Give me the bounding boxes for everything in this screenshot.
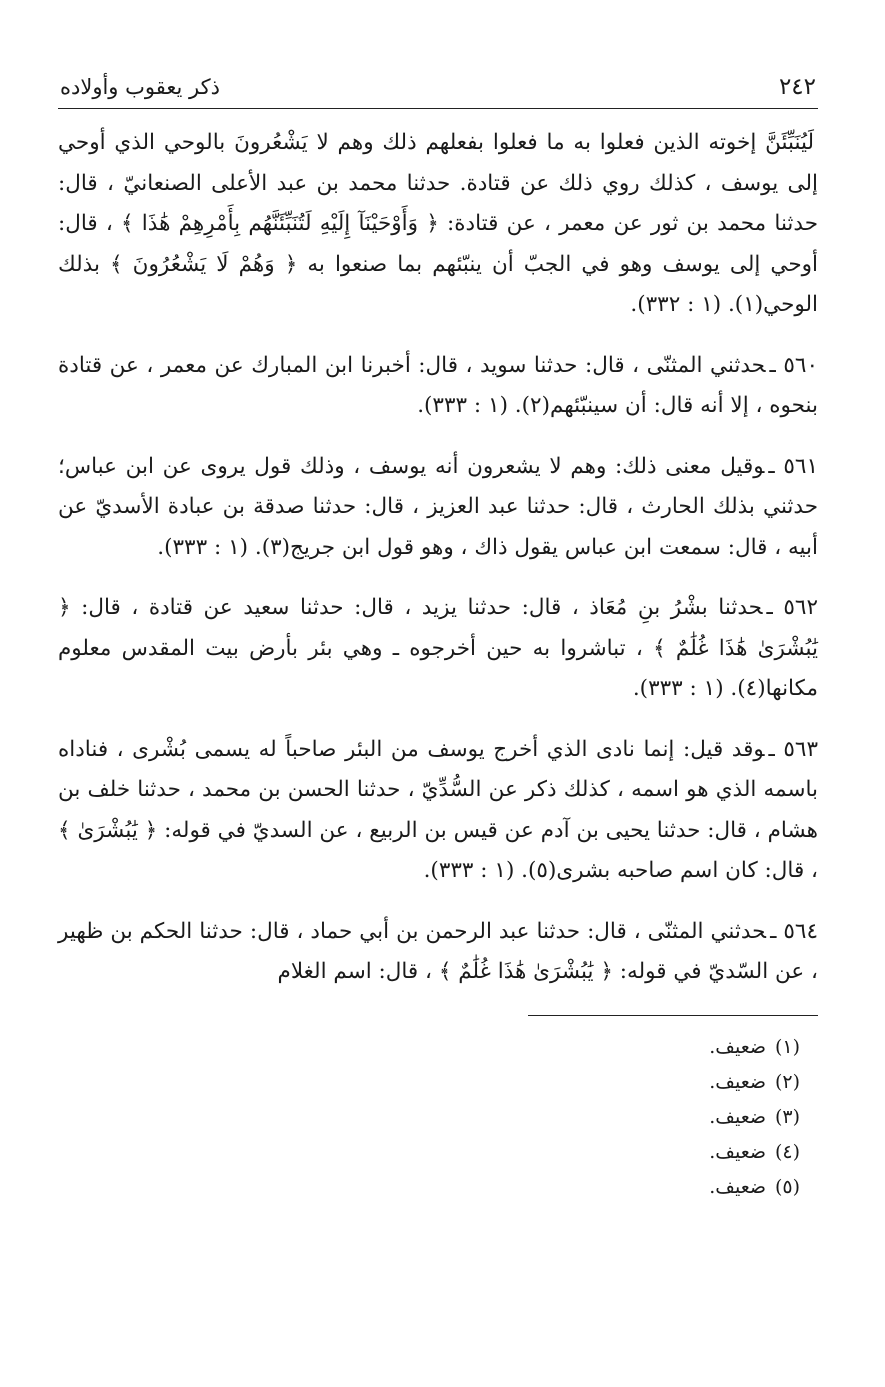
paragraph-number: ٥٦٤ ـ [770,918,818,944]
paragraph-text: حدثني المثنّى ، قال: حدثنا سويد ، قال: أخبرنا ابن المبارك عن معمر ، عن قتادة بنحوه ، إلا أنه قال: أن سينبّئهم(٢). (١ : ٣٣٣). [58,352,818,418]
footnote [58,1170,800,1205]
footnote-number: (٥) [774,1175,800,1198]
running-title: ذكر يعقوب وأولاده [60,75,220,99]
paragraph-number: ٥٦٢ ـ [766,595,818,620]
footnote-text: ضعيف. [709,1035,766,1058]
paragraph [58,123,818,326]
paragraph-text: لَيُنَبِّئَنَّ إخوته الذين فعلوا به ما فعلوا بفعلهم ذلك وهم لا يَشْعُرونَ بالوحي الذي أوحي إلى يوسف ، كذلك روي ذلك عن قتادة. حدثنا محمد بن عبد الأعلى الصنعانيّ ، قال: حدثنا محمد بن ثور عن معمر ، عن قتادة: ﴿ وَأَوْحَيْنَآ إِلَيْهِ لَتُنَبِّئَنَّهُم بِأَمْرِهِمْ هَٰذَا ﴾ ، قال: أوحي إلى يوسف وهو في الجبّ أن ينبّئهم بما صنعوا به ﴿ وَهُمْ لَا يَشْعُرُونَ ﴾ بذلك الوحي(١). (١ : ٣٣٢). [58,130,818,317]
footnote-number: (٤) [774,1140,800,1163]
paragraph [58,447,818,569]
footnote-text: ضعيف. [709,1175,766,1198]
footnote-number: (٣) [774,1105,800,1128]
page-header [58,72,818,109]
book-page [58,72,818,1205]
paragraph [58,346,818,427]
footnote-text: ضعيف. [709,1140,766,1163]
paragraph-text: وقد قيل: إنما نادى الذي أخرج يوسف من البئر صاحباً له يسمى بُشْرى ، فناداه باسمه الذي هو اسمه ، كذلك ذكر عن السُّدِّيّ ، حدثنا الحسن بن محمد ، حدثنا خلف بن هشام ، قال: حدثنا يحيى بن آدم عن قيس بن الربيع ، عن السديّ في قوله: ﴿ يَٰبُشْرَىٰ ﴾ ، قال: كان اسم صاحبه بشرى(٥). (١ : ٣٣٣). [58,736,818,883]
main-text [58,123,818,993]
paragraph [58,730,818,892]
footnote [58,1135,800,1170]
footnote-number: (٢) [774,1070,800,1093]
paragraph-number: ٥٦١ ـ [768,453,819,479]
paragraph-text: حدثني المثنّى ، قال: حدثنا عبد الرحمن بن أبي حماد ، قال: حدثنا الحكم بن ظهير ، عن السّديّ في قوله: ﴿ يَٰبُشْرَىٰ هَٰذَا غُلَٰمٌ ﴾ ، قال: اسم الغلام [58,918,818,984]
paragraph [58,588,818,710]
footnote-number: (١) [774,1035,800,1058]
footnote-text: ضعيف. [709,1105,766,1128]
footnotes [58,1030,818,1205]
footnote [58,1100,800,1135]
footnote-text: ضعيف. [709,1070,766,1093]
paragraph-text: حدثنا بشْرُ بنِ مُعَاذ ، قال: حدثنا يزيد ، قال: حدثنا سعيد عن قتادة ، قال: ﴿ يَٰبُشْرَىٰ هَٰذَا غُلَٰمٌ ﴾ ، تباشروا به حين أخرجوه ـ وهي بئر بأرض بيت المقدس معلوم مكانها(٤). (١ : ٣٣٣). [58,595,818,701]
paragraph [58,912,818,993]
paragraph-number: ٥٦٣ ـ [768,736,818,762]
footnote [58,1030,800,1065]
paragraph-text: وقيل معنى ذلك: وهم لا يشعرون أنه يوسف ، وذلك قول يروى عن ابن عباس؛ حدثني بذلك الحارث ، قال: حدثنا عبد العزيز ، قال: حدثنا صدقة بن عبادة الأسديّ عن أبيه ، قال: سمعت ابن عباس يقول ذاك ، وهو قول ابن جريج(٣). (١ : ٣٣٣). [58,453,818,560]
footnote [58,1065,800,1100]
paragraph-number: ٥٦٠ ـ [769,352,818,378]
footnote-divider [528,1015,818,1016]
page-number: ٢٤٢ [778,74,816,100]
